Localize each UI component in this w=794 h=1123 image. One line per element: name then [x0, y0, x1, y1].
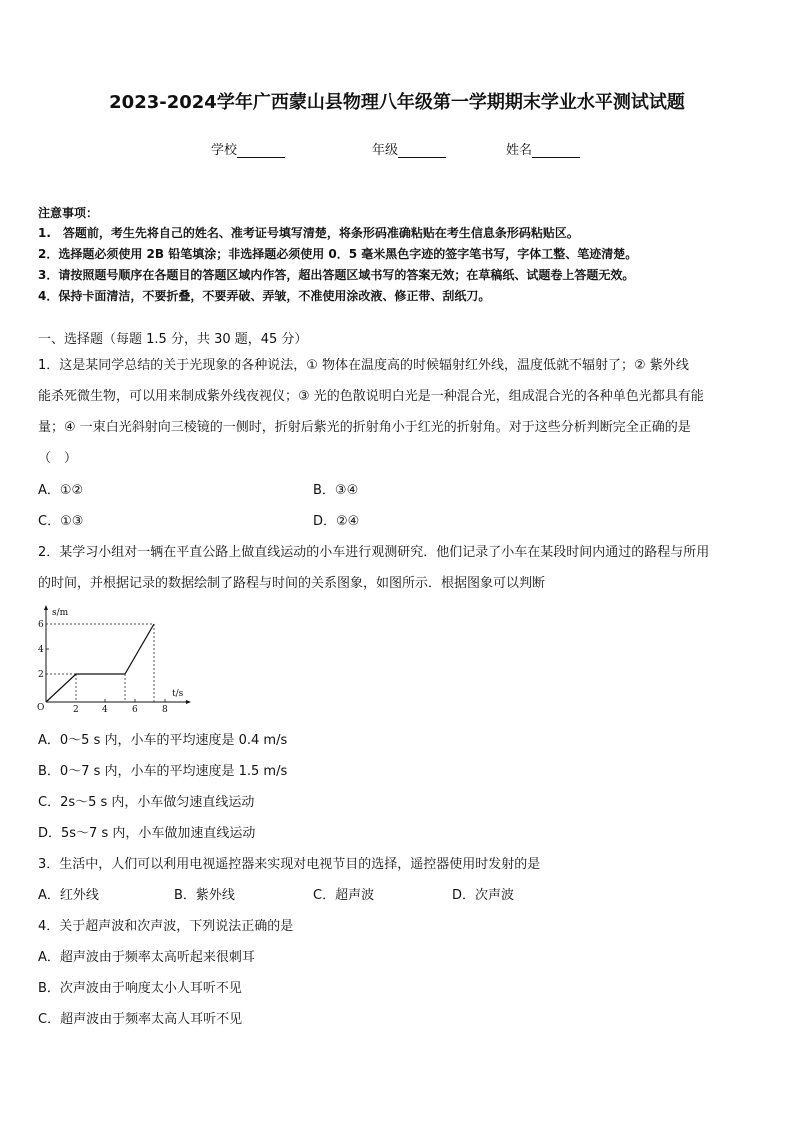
- q1-option-c: C．①③: [38, 514, 84, 529]
- q1-option-a: A．①②: [38, 483, 84, 498]
- q1-option-b: B．③④: [313, 483, 359, 498]
- name-label: 姓名: [506, 143, 533, 158]
- y-axis-arrow: [44, 605, 48, 610]
- name-field: [506, 139, 580, 158]
- q2-option-d: D．5s～7 s 内，小车做加速直线运动: [38, 826, 256, 841]
- q1-option-d: D．②④: [313, 514, 360, 529]
- exam-title: 2023-2024学年广西蒙山县物理八年级第一学期期末学业水平测试试题: [109, 92, 685, 113]
- notice-item: 4．保持卡面清洁，不要折叠，不要弄破、弄皱，不准使用涂改液、修正带、刮纸刀。: [38, 289, 491, 303]
- q2-option-c: C．2s～5 s 内，小车做匀速直线运动: [38, 795, 255, 810]
- q1-line: 1．这是某同学总结的关于光现象的各种说法，① 物体在温度高的时候辐射红外线，温度低就不辐射了；② 紫外线: [38, 358, 689, 373]
- q3-option-d: D．次声波: [452, 888, 515, 903]
- q1-line: （ ）: [38, 451, 78, 466]
- grade-label: 年级: [372, 143, 399, 158]
- y-tick-label: 2: [38, 670, 44, 680]
- section-heading: 一、选择题（每题 1.5 分，共 30 题，45 分）: [38, 332, 308, 347]
- distance-time-line: [46, 624, 154, 702]
- grade-blank: [398, 145, 446, 158]
- q3-option-a: A．红外线: [38, 888, 99, 903]
- q2-option-a: A．0～5 s 内，小车的平均速度是 0.4 m/s: [38, 733, 288, 748]
- x-tick-label: 8: [162, 705, 168, 714]
- y-axis-label: s/m: [52, 608, 69, 618]
- x-tick-label: 6: [132, 705, 138, 714]
- school-blank: [237, 145, 285, 158]
- school-field: [211, 139, 285, 158]
- name-blank: [532, 145, 580, 158]
- x-axis-label: t/s: [172, 689, 184, 699]
- x-axis-arrow: [186, 700, 191, 704]
- school-label: 学校: [211, 143, 238, 158]
- q2-line: 2．某学习小组对一辆在平直公路上做直线运动的小车进行观测研究．他们记录了小车在某段时间内通过的路程与所用: [38, 545, 710, 560]
- q2-option-b: B．0～7 s 内，小车的平均速度是 1.5 m/s: [38, 764, 288, 779]
- q4-text: 4．关于超声波和次声波，下列说法正确的是: [38, 919, 294, 934]
- distance-time-graph: [36, 604, 196, 714]
- q3-text: 3．生活中，人们可以利用电视遥控器来实现对电视节目的选择，遥控器使用时发射的是: [38, 857, 541, 872]
- origin-label: O: [37, 703, 45, 713]
- notice-item: 2．选择题必须使用 2B 铅笔填涂；非选择题必须使用 0．5 毫米黑色字迹的签字笔书写，字体工整、笔迹清楚。: [38, 247, 638, 261]
- q3-option-c: C．超声波: [313, 888, 375, 903]
- q3-option-b: B．紫外线: [174, 888, 235, 903]
- q4-option-b: B．次声波由于响度太小人耳听不见: [38, 981, 242, 996]
- y-tick-label: 6: [38, 620, 44, 630]
- q2-line: 的时间，并根据记录的数据绘制了路程与时间的关系图象，如图所示．根据图象可以判断: [38, 576, 546, 591]
- notice-item: 3．请按照题号顺序在各题目的答题区域内作答，超出答题区域书写的答案无效；在草稿纸、试题卷上答题无效。: [38, 268, 635, 282]
- q1-line: 能杀死微生物，可以用来制成紫外线夜视仪；③ 光的色散说明白光是一种混合光，组成混合光的各种单色光都具有能: [38, 389, 704, 404]
- x-tick-label: 2: [73, 705, 79, 714]
- y-tick-label: 4: [38, 645, 44, 655]
- notice-heading: 注意事项：: [38, 206, 99, 220]
- grade-field: [372, 139, 446, 158]
- x-tick-label: 4: [102, 705, 108, 714]
- q4-option-a: A．超声波由于频率太高听起来很刺耳: [38, 950, 255, 965]
- notice-item: 1. 答题前，考生先将自己的姓名、准考证号填写清楚，将条形码准确粘贴在考生信息条形码粘贴区。: [38, 226, 579, 240]
- q1-line: 量；④ 一束白光斜射向三棱镜的一侧时，折射后紫光的折射角小于红光的折射角。对于这些分析判断完全正确的是: [38, 420, 691, 435]
- q4-option-c: C．超声波由于频率太高人耳听不见: [38, 1012, 243, 1027]
